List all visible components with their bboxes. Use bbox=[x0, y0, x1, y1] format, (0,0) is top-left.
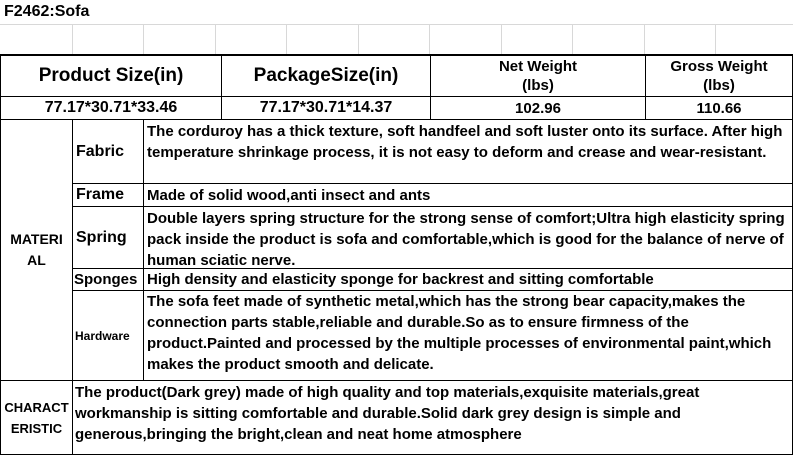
grid-line bbox=[715, 24, 716, 54]
grid-line bbox=[286, 24, 287, 54]
table-border bbox=[0, 380, 793, 381]
grid-line bbox=[429, 24, 430, 54]
material-name-fabric: Fabric bbox=[76, 142, 125, 160]
header-gross-weight: Gross Weight (lbs) bbox=[670, 58, 768, 94]
grid-line bbox=[644, 24, 645, 54]
table-border bbox=[143, 119, 144, 380]
material-name-spring: Spring bbox=[76, 228, 127, 246]
header-package-size: PackageSize(in) bbox=[253, 65, 399, 86]
value-net-weight: 102.96 bbox=[515, 99, 561, 117]
table-border bbox=[72, 119, 73, 454]
grid-line bbox=[501, 24, 502, 54]
material-desc-fabric: The corduroy has a thick texture, soft handfeel and soft luster onto its surface. After high temperature shrinkage process, it is not easy to deform and crease and wear-resistant. bbox=[147, 123, 783, 161]
table-border bbox=[72, 206, 793, 207]
grid-line bbox=[358, 24, 359, 54]
header-product-size: Product Size(in) bbox=[38, 65, 184, 86]
value-product-size: 77.17*30.71*33.46 bbox=[44, 99, 178, 116]
value-package-size: 77.17*30.71*14.37 bbox=[259, 99, 393, 116]
grid-line bbox=[72, 24, 73, 54]
grid-line bbox=[572, 24, 573, 54]
material-name-sponges: Sponges bbox=[74, 271, 138, 288]
material-desc-hardware: The sofa feet made of synthetic metal,which has the strong bear capacity,makes the connection parts stable,reliable and durable.So as to ensure firmness of the product.Painted and processed by the multiple processes of environmental paint,which makes the product smooth and delicate. bbox=[147, 293, 772, 373]
page-title: F2462:Sofa bbox=[4, 3, 90, 20]
material-desc-frame: Made of solid wood,anti insect and ants bbox=[147, 186, 431, 204]
material-label: MATERI AL bbox=[10, 231, 63, 268]
material-desc-spring: Double layers spring structure for the strong sense of comfort;Ultra high elasticity spring pack inside the product is sofa and comfortable,which is good for the balance of nerve of human sciatic nerve. bbox=[147, 210, 785, 269]
header-net-weight: Net Weight (lbs) bbox=[498, 58, 578, 94]
grid-line bbox=[0, 24, 793, 25]
material-desc-sponges: High density and elasticity sponge for backrest and sitting comfortable bbox=[147, 271, 654, 288]
material-name-frame: Frame bbox=[76, 186, 125, 203]
characteristic-label: CHARACT ERISTIC bbox=[4, 399, 69, 436]
characteristic-desc: The product(Dark grey) made of high quality and top materials,exquisite materials,great workmanship is sitting comfortable and durable.Solid dark grey design is simple and generous,bringing the bright,clean and neat home atmosphere bbox=[75, 384, 700, 443]
material-name-hardware: Hardware bbox=[75, 328, 130, 343]
grid-line bbox=[215, 24, 216, 54]
value-gross-weight: 110.66 bbox=[696, 99, 742, 117]
grid-line bbox=[143, 24, 144, 54]
